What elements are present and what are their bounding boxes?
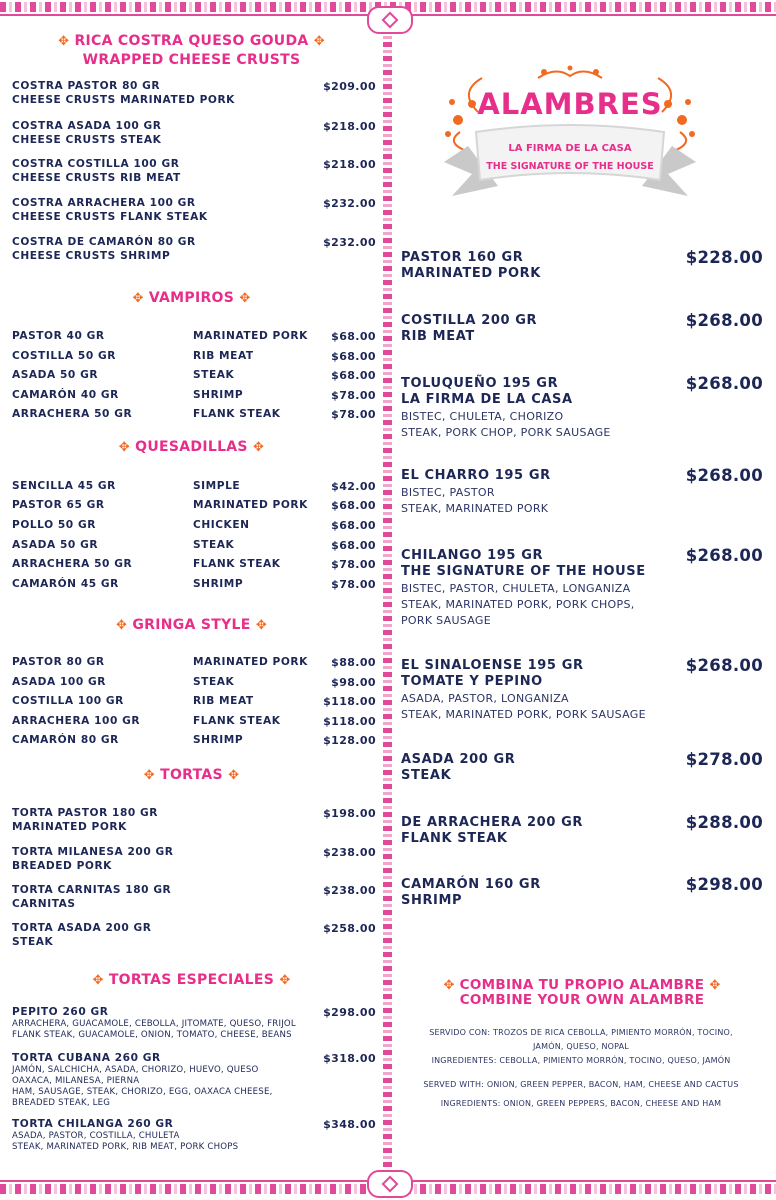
alambre-price: $268.00 bbox=[685, 311, 763, 330]
alambre-name: THE SIGNATURE OF THE HOUSE bbox=[401, 564, 646, 579]
quesadilla-english: CHICKEN bbox=[193, 519, 250, 531]
quesadilla-english: STEAK bbox=[193, 539, 235, 551]
especial-ingredients: JAMÓN, SALCHICHA, ASADA, CHORIZO, HUEVO, QUESO bbox=[12, 1065, 259, 1075]
tortas-heading bbox=[0, 767, 383, 783]
ornament-icon: ✥ bbox=[228, 768, 240, 783]
combina-note: JAMÓN, QUESO, NOPAL bbox=[533, 1042, 629, 1051]
vampiro-name: PASTOR 40 GR bbox=[12, 330, 105, 342]
alambre-description: STEAK, MARINATED PORK, PORK CHOPS, bbox=[401, 598, 635, 611]
quesadilla-english: FLANK STEAK bbox=[193, 558, 281, 570]
costra-english: CHEESE CRUSTS RIB MEAT bbox=[12, 172, 181, 184]
torta-name: TORTA MILANESA 200 GR bbox=[12, 846, 174, 858]
combina-note: SERVED WITH: ONION, GREEN PEPPER, BACON, HAM, CHEESE AND CACTUS bbox=[423, 1080, 739, 1089]
vampiro-english: SHRIMP bbox=[193, 389, 244, 401]
gringa-name: ARRACHERA 100 GR bbox=[12, 715, 141, 727]
especial-ingredients: HAM, SAUSAGE, STEAK, CHORIZO, EGG, OAXACA CHEESE, bbox=[12, 1087, 273, 1097]
torta-price: $258.00 bbox=[323, 922, 376, 935]
ornament-icon: ✥ bbox=[709, 978, 721, 993]
combina-title-2: COMBINE YOUR OWN ALAMBRE bbox=[459, 992, 705, 1008]
vampiro-price: $68.00 bbox=[331, 350, 376, 363]
alambre-name: EL SINALOENSE 195 GR bbox=[401, 658, 584, 673]
divider-top-ornament bbox=[367, 6, 413, 34]
costra-name: COSTRA COSTILLA 100 GR bbox=[12, 158, 180, 170]
gringa-price: $98.00 bbox=[331, 676, 376, 689]
especial-name: TORTA CHILANGA 260 GR bbox=[12, 1118, 174, 1130]
torta-name: TORTA CARNITAS 180 GR bbox=[12, 884, 172, 896]
alambre-name: PASTOR 160 GR bbox=[401, 250, 524, 265]
costras-title-2: WRAPPED CHEESE CRUSTS bbox=[82, 52, 301, 68]
alambre-price: $268.00 bbox=[685, 656, 763, 675]
costra-english: CHEESE CRUSTS FLANK STEAK bbox=[12, 211, 208, 223]
especial-ingredients: FLANK STEAK, GUACAMOLE, ONION, TOMATO, CHEESE, BEANS bbox=[12, 1030, 292, 1040]
torta-english: CARNITAS bbox=[12, 898, 76, 910]
costras-heading bbox=[0, 32, 383, 69]
especiales-heading bbox=[0, 972, 383, 988]
quesadilla-price: $68.00 bbox=[331, 519, 376, 532]
especial-ingredients: BREADED STEAK, LEG bbox=[12, 1098, 111, 1108]
alambres-banner bbox=[438, 62, 702, 204]
combina-title-1: COMBINA TU PROPIO ALAMBRE bbox=[459, 977, 705, 993]
especial-price: $318.00 bbox=[323, 1052, 376, 1065]
ornament-icon: ✥ bbox=[118, 440, 130, 455]
gringa-heading-title: GRINGA STYLE bbox=[132, 617, 251, 633]
quesadilla-price: $42.00 bbox=[331, 480, 376, 493]
alambre-description: STEAK, MARINATED PORK bbox=[401, 502, 549, 515]
vampiro-english: RIB MEAT bbox=[193, 350, 254, 362]
combina-note: INGREDIENTES: CEBOLLA, PIMIENTO MORRÓN, TOCINO, QUESO, JAMÓN bbox=[431, 1056, 731, 1065]
vampiro-english: MARINATED PORK bbox=[193, 330, 308, 342]
gringa-name: CAMARÓN 80 GR bbox=[12, 734, 119, 746]
torta-price: $238.00 bbox=[323, 884, 376, 897]
costra-price: $209.00 bbox=[323, 80, 376, 93]
ornament-icon: ✥ bbox=[58, 34, 70, 49]
quesadilla-name: ASADA 50 GR bbox=[12, 539, 99, 551]
quesadillas-heading-title: QUESADILLAS bbox=[135, 439, 248, 455]
alambre-name: CHILANGO 195 GR bbox=[401, 548, 544, 563]
alambre-name: STEAK bbox=[401, 768, 452, 783]
costra-english: CHEESE CRUSTS SHRIMP bbox=[12, 250, 171, 262]
especial-name: PEPITO 260 GR bbox=[12, 1006, 109, 1018]
vampiros-heading-title: VAMPIROS bbox=[148, 290, 235, 306]
alambre-name: DE ARRACHERA 200 GR bbox=[401, 815, 583, 830]
costra-name: COSTRA ARRACHERA 100 GR bbox=[12, 197, 196, 209]
combina-note: INGREDIENTS: ONION, GREEN PEPPERS, BACON, CHEESE AND HAM bbox=[440, 1099, 722, 1108]
alambre-name: ASADA 200 GR bbox=[401, 752, 516, 767]
alambre-description: STEAK, MARINATED PORK, PORK SAUSAGE bbox=[401, 708, 646, 721]
vampiro-english: STEAK bbox=[193, 369, 235, 381]
alambre-description: PORK SAUSAGE bbox=[401, 614, 491, 627]
quesadilla-english: SIMPLE bbox=[193, 480, 241, 492]
quesadilla-english: SHRIMP bbox=[193, 578, 244, 590]
especial-ingredients: STEAK, MARINATED PORK, RIB MEAT, PORK CHOPS bbox=[12, 1142, 239, 1152]
alambre-name: EL CHARRO 195 GR bbox=[401, 468, 551, 483]
gringa-price: $118.00 bbox=[323, 695, 376, 708]
quesadilla-name: POLLO 50 GR bbox=[12, 519, 96, 531]
alambre-name: TOLUQUEÑO 195 GR bbox=[401, 376, 559, 391]
gringa-price: $128.00 bbox=[323, 734, 376, 747]
quesadilla-name: SENCILLA 45 GR bbox=[12, 480, 116, 492]
alambre-description: ASADA, PASTOR, LONGANIZA bbox=[401, 692, 569, 705]
alambre-name: MARINATED PORK bbox=[401, 266, 541, 281]
costra-english: CHEESE CRUSTS MARINATED PORK bbox=[12, 94, 235, 106]
quesadilla-price: $68.00 bbox=[331, 499, 376, 512]
vampiros-heading bbox=[0, 290, 383, 306]
especial-name: TORTA CUBANA 260 GR bbox=[12, 1052, 161, 1064]
torta-english: BREADED PORK bbox=[12, 860, 112, 872]
divider-bottom-ornament bbox=[367, 1170, 413, 1198]
torta-price: $238.00 bbox=[323, 846, 376, 859]
combina-note: SERVIDO CON: TROZOS DE RICA CEBOLLA, PIMIENTO MORRÓN, TOCINO, bbox=[429, 1028, 733, 1037]
alambre-price: $268.00 bbox=[685, 546, 763, 565]
center-divider bbox=[383, 14, 392, 1184]
gringa-name: COSTILLA 100 GR bbox=[12, 695, 124, 707]
vampiro-english: FLANK STEAK bbox=[193, 408, 281, 420]
especial-ingredients: OAXACA, MILANESA, PIERNA bbox=[12, 1076, 140, 1086]
vampiro-name: ARRACHERA 50 GR bbox=[12, 408, 133, 420]
quesadilla-price: $78.00 bbox=[331, 558, 376, 571]
costra-price: $218.00 bbox=[323, 120, 376, 133]
costra-price: $232.00 bbox=[323, 236, 376, 249]
gringa-english: RIB MEAT bbox=[193, 695, 254, 707]
gringa-english: STEAK bbox=[193, 676, 235, 688]
quesadilla-name: PASTOR 65 GR bbox=[12, 499, 105, 511]
ornament-icon: ✥ bbox=[443, 978, 455, 993]
quesadilla-name: CAMARÓN 45 GR bbox=[12, 578, 119, 590]
vampiro-price: $78.00 bbox=[331, 408, 376, 421]
combina-heading bbox=[436, 978, 728, 1008]
alambre-price: $298.00 bbox=[685, 875, 763, 894]
gringa-price: $118.00 bbox=[323, 715, 376, 728]
costra-price: $218.00 bbox=[323, 158, 376, 171]
costra-price: $232.00 bbox=[323, 197, 376, 210]
alambre-name: CAMARÓN 160 GR bbox=[401, 877, 541, 892]
alambre-name: TOMATE Y PEPINO bbox=[401, 674, 543, 689]
ornament-icon: ✥ bbox=[255, 618, 268, 633]
ornament-icon: ✥ bbox=[92, 973, 104, 988]
ornament-icon: ✥ bbox=[279, 973, 291, 988]
especial-price: $298.00 bbox=[323, 1006, 376, 1019]
alambre-price: $268.00 bbox=[685, 374, 763, 393]
costra-name: COSTRA ASADA 100 GR bbox=[12, 120, 162, 132]
gringa-heading bbox=[0, 617, 383, 633]
alambre-price: $268.00 bbox=[685, 466, 763, 485]
quesadilla-price: $78.00 bbox=[331, 578, 376, 591]
especial-price: $348.00 bbox=[323, 1118, 376, 1131]
alambre-price: $228.00 bbox=[685, 248, 763, 267]
costra-name: COSTRA DE CAMARÓN 80 GR bbox=[12, 236, 196, 248]
costra-english: CHEESE CRUSTS STEAK bbox=[12, 134, 162, 146]
ornament-icon: ✥ bbox=[239, 291, 251, 306]
vampiro-price: $68.00 bbox=[331, 369, 376, 382]
vampiro-price: $68.00 bbox=[331, 330, 376, 343]
alambre-description: BISTEC, PASTOR bbox=[401, 486, 495, 499]
ribbon-line-2: THE SIGNATURE OF THE HOUSE bbox=[486, 161, 654, 172]
alambre-name: COSTILLA 200 GR bbox=[401, 313, 538, 328]
quesadillas-heading bbox=[0, 439, 383, 455]
gringa-price: $88.00 bbox=[331, 656, 376, 669]
alambre-description: STEAK, PORK CHOP, PORK SAUSAGE bbox=[401, 426, 611, 439]
ornament-icon: ✥ bbox=[132, 291, 144, 306]
gringa-name: ASADA 100 GR bbox=[12, 676, 106, 688]
ornament-icon: ✥ bbox=[253, 440, 265, 455]
especiales-heading-title: TORTAS ESPECIALES bbox=[108, 972, 275, 988]
quesadilla-price: $68.00 bbox=[331, 539, 376, 552]
alambre-description: BISTEC, CHULETA, CHORIZO bbox=[401, 410, 564, 423]
especial-ingredients: ASADA, PASTOR, COSTILLA, CHULETA bbox=[12, 1131, 180, 1141]
vampiro-price: $78.00 bbox=[331, 389, 376, 402]
gringa-english: FLANK STEAK bbox=[193, 715, 281, 727]
ornament-icon: ✥ bbox=[143, 768, 155, 783]
torta-price: $198.00 bbox=[323, 807, 376, 820]
quesadilla-name: ARRACHERA 50 GR bbox=[12, 558, 133, 570]
torta-name: TORTA PASTOR 180 GR bbox=[12, 807, 159, 819]
vampiro-name: ASADA 50 GR bbox=[12, 369, 99, 381]
tortas-heading-title: TORTAS bbox=[160, 767, 223, 783]
alambre-description: BISTEC, PASTOR, CHULETA, LONGANIZA bbox=[401, 582, 631, 595]
gringa-english: MARINATED PORK bbox=[193, 656, 308, 668]
alambres-title: ALAMBRES bbox=[477, 87, 663, 121]
gringa-name: PASTOR 80 GR bbox=[12, 656, 105, 668]
costra-name: COSTRA PASTOR 80 GR bbox=[12, 80, 161, 92]
vampiro-name: CAMARÓN 40 GR bbox=[12, 389, 119, 401]
gringa-english: SHRIMP bbox=[193, 734, 244, 746]
torta-english: STEAK bbox=[12, 936, 54, 948]
alambre-name: LA FIRMA DE LA CASA bbox=[401, 392, 573, 407]
alambre-name: RIB MEAT bbox=[401, 329, 475, 344]
quesadilla-english: MARINATED PORK bbox=[193, 499, 308, 511]
alambre-name: FLANK STEAK bbox=[401, 831, 508, 846]
alambre-price: $278.00 bbox=[685, 750, 763, 769]
alambre-name: SHRIMP bbox=[401, 893, 463, 908]
ribbon-line-1: LA FIRMA DE LA CASA bbox=[508, 143, 632, 154]
alambre-price: $288.00 bbox=[685, 813, 763, 832]
vampiro-name: COSTILLA 50 GR bbox=[12, 350, 116, 362]
ornament-icon: ✥ bbox=[313, 34, 325, 49]
costras-title-1: RICA COSTRA QUESO GOUDA bbox=[74, 33, 309, 49]
torta-english: MARINATED PORK bbox=[12, 821, 127, 833]
torta-name: TORTA ASADA 200 GR bbox=[12, 922, 152, 934]
ornament-icon: ✥ bbox=[115, 618, 128, 633]
especial-ingredients: ARRACHERA, GUACAMOLE, CEBOLLA, JITOMATE, QUESO, FRIJOL bbox=[12, 1019, 296, 1029]
